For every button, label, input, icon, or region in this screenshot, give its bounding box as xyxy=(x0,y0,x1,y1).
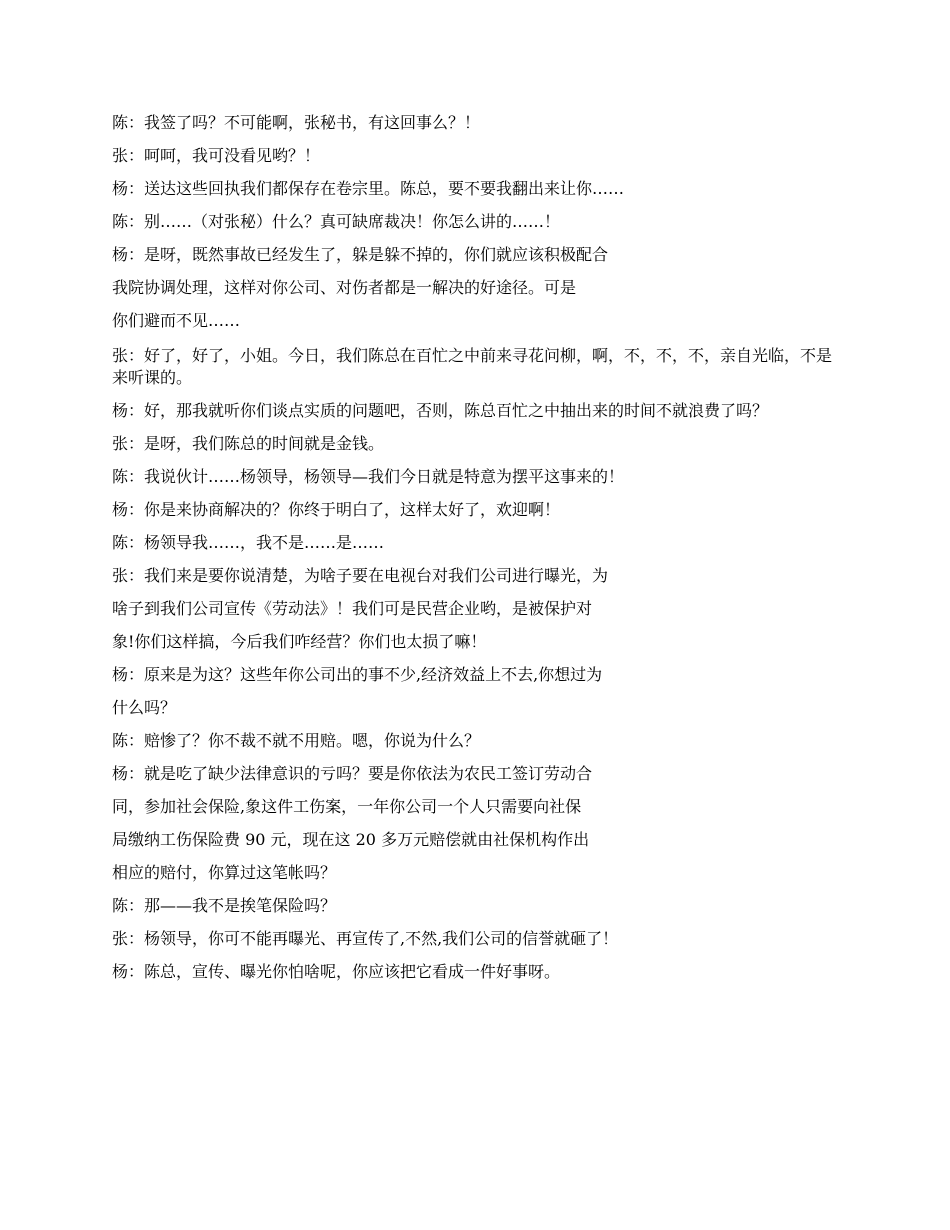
dialogue-line: 同，参加社会保险,象这件工伤案，一年你公司一个人只需要向社保 xyxy=(112,797,582,816)
dialogue-line: 什么吗？ xyxy=(112,698,177,717)
dialogue-line: 杨：陈总，宣传、曝光你怕啥呢，你应该把它看成一件好事呀。 xyxy=(112,962,561,981)
dialogue-line: 陈：赔惨了？你不裁不就不用赔。嗯，你说为什么？ xyxy=(112,731,481,750)
dialogue-line: 杨：你是来协商解决的？你终于明白了，这样太好了，欢迎啊！ xyxy=(112,500,561,519)
dialogue-line: 杨：好，那我就听你们谈点实质的问题吧，否则，陈总百忙之中抽出来的时间不就浪费了吗？ xyxy=(112,401,769,420)
dialogue-line: 杨：送达这些回执我们都保存在卷宗里。陈总，要不要我翻出来让你…… xyxy=(112,179,625,198)
dialogue-line: 局缴纳工伤保险费 90 元，现在这 20 多万元赔偿就由社保机构作出 xyxy=(112,830,590,849)
dialogue-line: 陈：别……（对张秘）什么？真可缺席裁决！你怎么讲的……！ xyxy=(112,212,561,231)
dialogue-line: 相应的赔付，你算过这笔帐吗？ xyxy=(112,863,337,882)
dialogue-line: 杨：是呀，既然事故已经发生了，躲是躲不掉的，你们就应该积极配合 xyxy=(112,245,609,264)
dialogue-line: 啥子到我们公司宣传《劳动法》！我们可是民营企业哟，是被保护对 xyxy=(112,599,593,618)
dialogue-line: 陈：我说伙计……杨领导，杨领导—我们今日就是特意为摆平这事来的！ xyxy=(112,467,625,486)
dialogue-line: 杨：原来是为这？这些年你公司出的事不少,经济效益上不去,你想过为 xyxy=(112,665,603,684)
dialogue-line: 张：我们来是要你说清楚，为啥子要在电视台对我们公司进行曝光，为 xyxy=(112,566,609,585)
dialogue-line: 陈：杨领导我……，我不是……是…… xyxy=(112,533,385,552)
dialogue-line: 陈：那——我不是挨笔保险吗？ xyxy=(112,896,337,915)
dialogue-line: 张：好了，好了，小姐。今日，我们陈总在百忙之中前来寻花问柳，啊，不，不，不，亲自光临，不是来听课的。 xyxy=(112,346,833,387)
dialogue-line: 杨：就是吃了缺少法律意识的亏吗？要是你依法为农民工签订劳动合 xyxy=(112,764,593,783)
dialogue-line: 张：呵呵，我可没看见哟？！ xyxy=(112,146,321,165)
dialogue-line: 陈：我签了吗？不可能啊，张秘书，有这回事么？！ xyxy=(112,113,481,132)
dialogue-line: 象!你们这样搞，今后我们咋经营？你们也太损了嘛！ xyxy=(112,632,487,651)
dialogue-line: 张：是呀，我们陈总的时间就是金钱。 xyxy=(112,434,385,453)
dialogue-line: 你们避而不见…… xyxy=(112,311,241,330)
dialogue-line: 张：杨领导，你可不能再曝光、再宣传了,不然,我们公司的信誉就砸了！ xyxy=(112,929,619,948)
dialogue-body xyxy=(112,112,840,983)
dialogue-line: 我院协调处理，这样对你公司、对伤者都是一解决的好途径。可是 xyxy=(112,278,577,297)
